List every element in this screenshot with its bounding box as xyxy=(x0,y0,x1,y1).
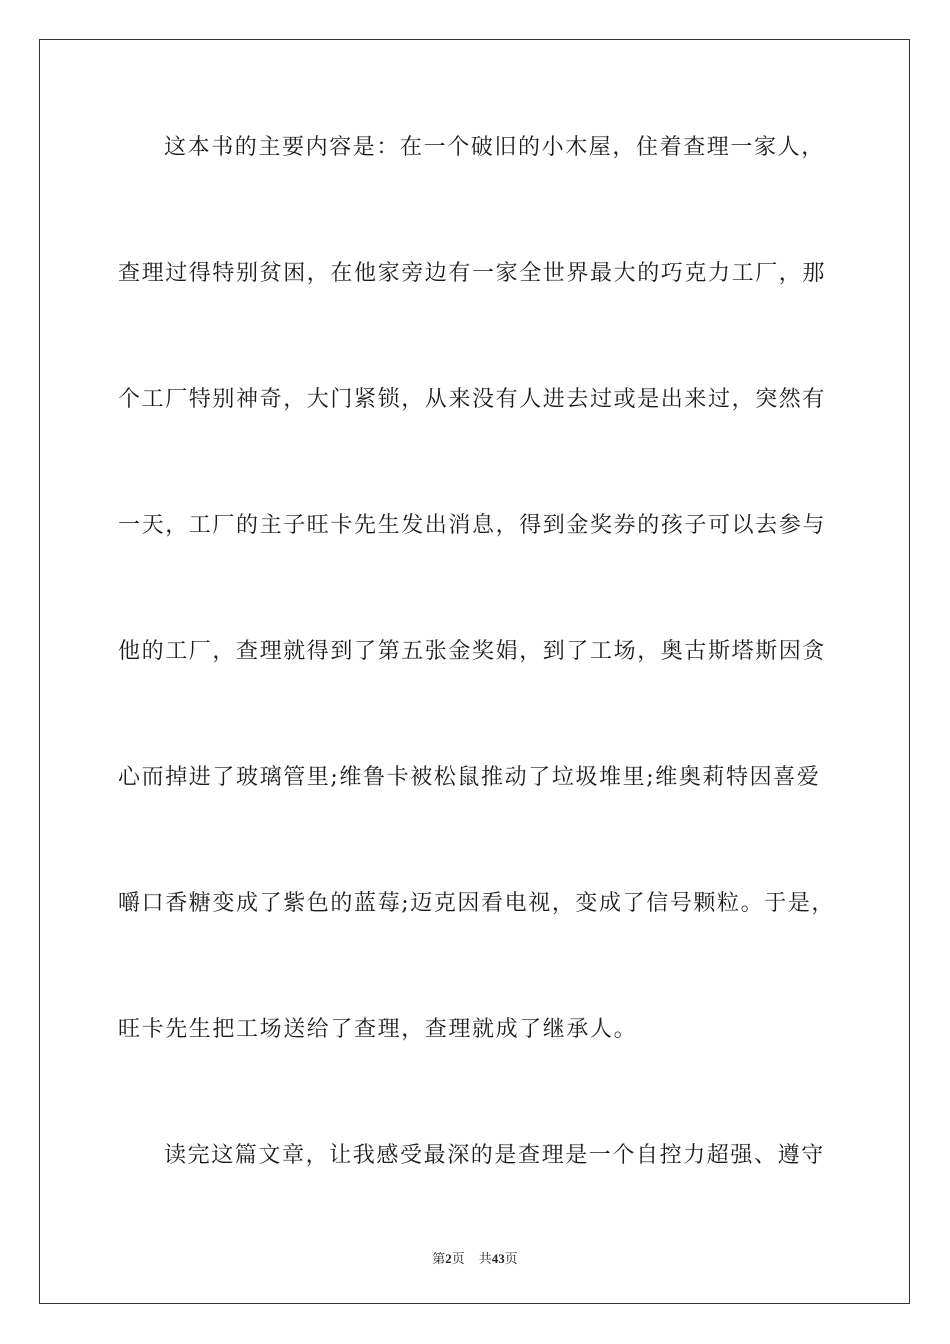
text-line: 一天，工厂的主子旺卡先生发出消息，得到金奖券的孩子可以去参与 xyxy=(118,513,827,538)
text-line: 查理过得特别贫困，在他家旁边有一家全世界最大的巧克力工厂，那 xyxy=(118,261,827,286)
text-line: 旺卡先生把工场送给了查理，查理就成了继承人。 xyxy=(118,1017,638,1042)
total-pages: 43 xyxy=(491,1251,505,1266)
page-footer xyxy=(0,1248,950,1267)
total-prefix: 共 xyxy=(478,1251,492,1266)
text-line: 这本书的主要内容是：在一个破旧的小木屋，住着查理一家人， xyxy=(164,135,825,160)
page-suffix: 页 xyxy=(451,1251,465,1266)
text-line: 心而掉进了玻璃管里;维鲁卡被松鼠推动了垃圾堆里;维奥莉特因喜爱 xyxy=(118,765,821,790)
text-line: 他的工厂，查理就得到了第五张金奖娟，到了工场，奥古斯塔斯因贪 xyxy=(118,639,827,664)
document-body xyxy=(118,128,834,1262)
page-number: 2 xyxy=(445,1251,452,1266)
text-line: 读完这篇文章，让我感受最深的是查理是一个自控力超强、遵守 xyxy=(164,1143,825,1168)
text-line: 嚼口香糖变成了紫色的蓝莓;迈克因看电视，变成了信号颗粒。于是， xyxy=(118,891,836,916)
page-prefix: 第 xyxy=(432,1251,446,1266)
total-suffix: 页 xyxy=(504,1251,518,1266)
text-line: 个工厂特别神奇，大门紧锁，从来没有人进去过或是出来过，突然有 xyxy=(118,387,827,412)
